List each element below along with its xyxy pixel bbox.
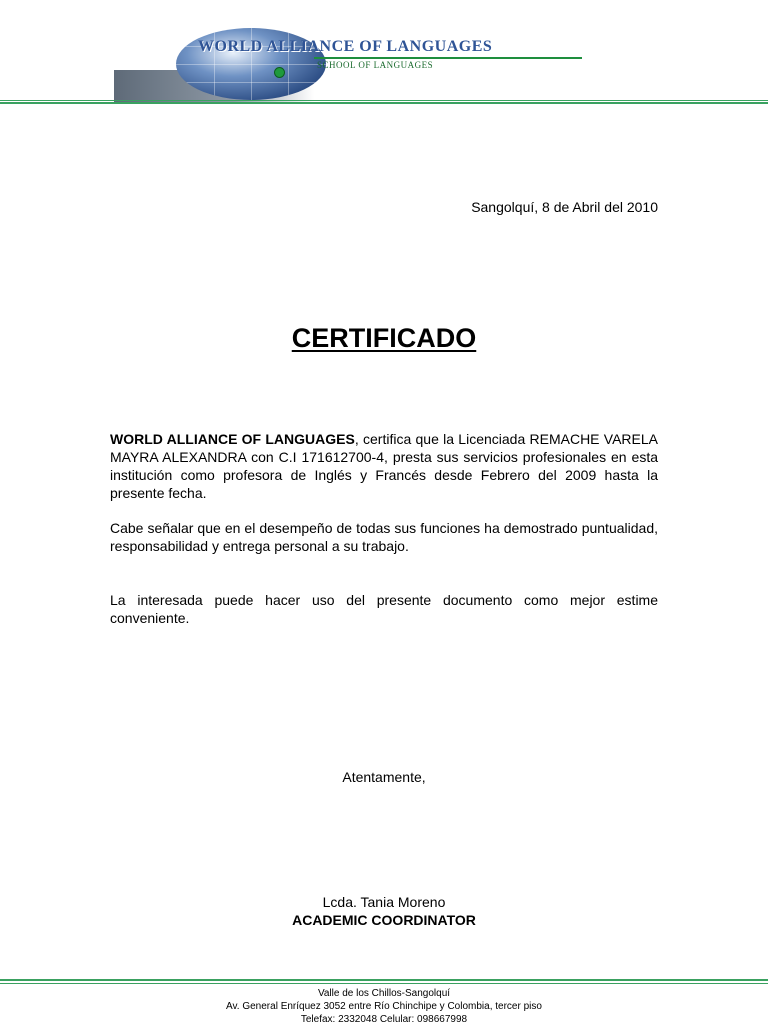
school-logo [114, 24, 608, 102]
signer-name: Lcda. Tania Moreno [322, 894, 446, 910]
footer-location: Valle de los Chillos-Sangolquí [317, 988, 451, 999]
footer-phone: Telefax: 2332048 Celular: 098667998 [300, 1014, 468, 1025]
body-paragraph-3: La interesada puede hacer uso del presente documento como mejor estime conveniente. [110, 592, 658, 626]
header-rule [0, 100, 768, 104]
logo-underline [314, 57, 582, 59]
footer-address: Av. General Enríquez 3052 entre Río Chinchipe y Colombia, tercer piso [226, 1001, 542, 1012]
closing-salutation: Atentamente, [342, 769, 426, 785]
organization-name: WORLD ALLIANCE OF LANGUAGES [110, 431, 355, 447]
letter-date: Sangolquí, 8 de Abril del 2010 [471, 199, 658, 215]
footer-rule [0, 979, 768, 984]
body-paragraph-1 [110, 430, 658, 502]
location-dot-icon [274, 67, 285, 78]
paragraph-1-text: , certifica que la Licenciada REMACHE VARELA MAYRA ALEXANDRA con C.I 171612700-4, presta sus servicios profesionales en esta institución como profesora de Inglés y Francés desde Febrero del 2009 hasta la presente fecha. [110, 431, 659, 501]
logo-subtitle: SCHOOL OF LANGUAGES [317, 60, 434, 70]
body-paragraph-2: Cabe señalar que en el desempeño de todas sus funciones ha demostrado puntualidad, responsabilidad y entrega personal a su trabajo. [110, 520, 658, 554]
logo-title: WORLD ALLIANCE OF LANGUAGES [198, 38, 493, 55]
title-text: CERTIFICADO [291, 323, 477, 353]
document-title [0, 323, 768, 354]
signer-role: ACADEMIC COORDINATOR [292, 912, 476, 928]
